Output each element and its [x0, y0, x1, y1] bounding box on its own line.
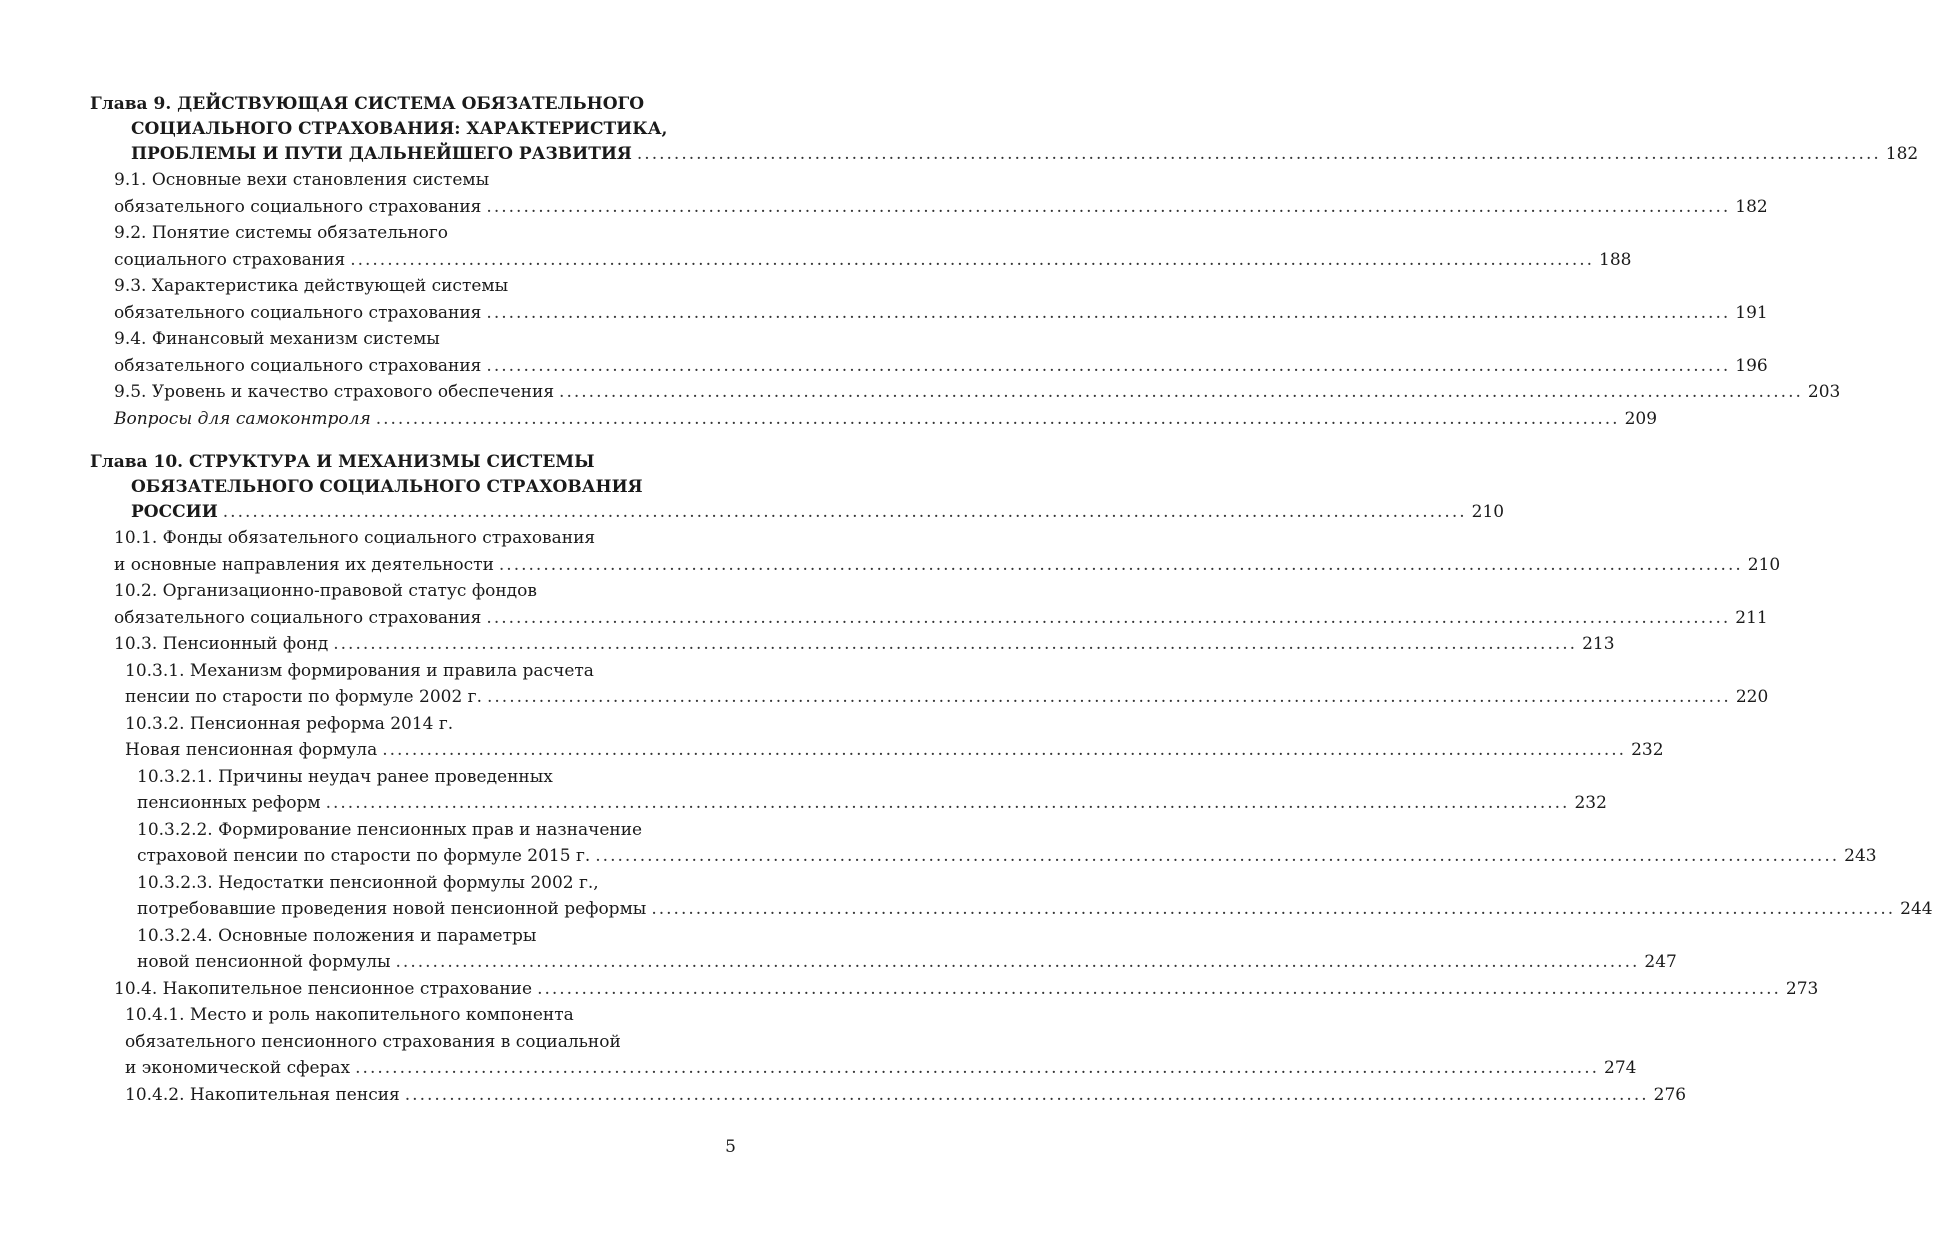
page-ref: 276: [1653, 1084, 1687, 1105]
chapter-10-title-line-2: ОБЯЗАТЕЛЬНОГО СОЦИАЛЬНОГО СТРАХОВАНИЯ: [131, 477, 643, 497]
toc-entry-10-3-2-1[interactable]: 10.3.2.1. Причины неудач ранее проведенных пенсионных реформ ..... 232: [90, 764, 737, 817]
chapter-10-heading[interactable]: [90, 450, 1505, 525]
toc-entry-9-5[interactable]: 9.5. Уровень и качество страхового обеспечения ..... 203: [90, 379, 737, 406]
page-ref: 220: [1735, 687, 1769, 707]
page-ref: 188: [1599, 249, 1632, 270]
toc-entry-9-2[interactable]: 9.2. Понятие системы обязательного социального страхования ..... 188: [90, 220, 737, 273]
chapter-9-title-line-3: ПРОБЛЕМЫ И ПУТИ ДАЛЬНЕЙШЕГО РАЗВИТИЯ..... 182: [90, 142, 737, 167]
page-ref: 232: [1574, 793, 1607, 813]
toc-entry-9-1[interactable]: 9.1. Основные вехи становления системы обязательного социального страхования ..... 182: [90, 167, 737, 220]
page-ref: 182: [1735, 196, 1768, 217]
toc-entry-10-4[interactable]: 10.4. Накопительное пенсионное страхование ..... 273: [90, 976, 737, 1003]
page-ref: 243: [1844, 846, 1877, 866]
page-ref: 191: [1735, 302, 1768, 323]
chapter-10-title-line-1: Глава 10. СТРУКТУРА И МЕХАНИЗМЫ СИСТЕМЫ: [90, 452, 595, 472]
page-ref: 211: [1735, 607, 1768, 628]
toc-entry-self-check-questions[interactable]: Вопросы для самоконтроля ..... 209: [90, 406, 737, 433]
chapter-10-title-line-3: РОССИИ..... 210: [90, 500, 737, 525]
page-ref: 182: [1885, 144, 1919, 164]
page-ref: 210: [1471, 502, 1505, 522]
page-ref: 232: [1631, 740, 1664, 760]
toc-entry-10-3-2-3[interactable]: 10.3.2.3. Недостатки пенсионной формулы 2002 г., потребовавшие проведения новой пенсионной реформы ..... 244: [90, 870, 737, 923]
page-ref: 196: [1735, 355, 1768, 376]
chapter-9-title-line-1: Глава 9. ДЕЙСТВУЮЩАЯ СИСТЕМА ОБЯЗАТЕЛЬНОГО: [90, 94, 645, 114]
page-ref: 213: [1582, 634, 1615, 654]
toc-entry-9-4[interactable]: 9.4. Финансовый механизм системы обязательного социального страхования ..... 196: [90, 326, 737, 379]
page-ref: 274: [1604, 1058, 1637, 1078]
page-number: 5: [725, 1137, 736, 1157]
toc-entry-10-3-2-4[interactable]: 10.3.2.4. Основные положения и параметры новой пенсионной формулы ..... 247: [90, 923, 737, 976]
table-of-contents: [90, 92, 1933, 1108]
page-ref: 203: [1807, 382, 1841, 402]
page-ref: 247: [1644, 952, 1677, 972]
page-ref: 210: [1747, 554, 1781, 575]
toc-entry-10-4-2[interactable]: 10.4.2. Накопительная пенсия ..... 276: [90, 1082, 737, 1109]
chapter-9-heading[interactable]: [90, 92, 1919, 167]
toc-entry-9-3[interactable]: 9.3. Характеристика действующей системы обязательного социального страхования ..... 191: [90, 273, 737, 326]
toc-entry-10-1[interactable]: 10.1. Фонды обязательного социального страхования и основные направления их деятельности ..... 210: [90, 525, 737, 578]
toc-entry-10-3-1[interactable]: 10.3.1. Механизм формирования и правила расчета пенсии по старости по формуле 2002 г. ..... 220: [90, 658, 737, 711]
page-ref: 244: [1900, 899, 1933, 919]
chapter-9-title-line-2: СОЦИАЛЬНОГО СТРАХОВАНИЯ: ХАРАКТЕРИСТИКА,: [131, 119, 668, 139]
toc-entry-10-3-2-2[interactable]: 10.3.2.2. Формирование пенсионных прав и назначение страховой пенсии по старости по формуле 2015 г. ..... 243: [90, 817, 737, 870]
toc-entry-10-3-2[interactable]: 10.3.2. Пенсионная реформа 2014 г. Новая пенсионная формула ..... 232: [90, 711, 737, 764]
toc-entry-10-2[interactable]: 10.2. Организационно-правовой статус фондов обязательного социального страхования ..... 211: [90, 578, 737, 631]
page-ref: 273: [1785, 978, 1819, 999]
toc-entry-10-3[interactable]: 10.3. Пенсионный фонд ..... 213: [90, 631, 737, 658]
toc-entry-10-4-1[interactable]: 10.4.1. Место и роль накопительного компонента обязательного пенсионного страхования в социальной и экономической сферах ..... 274: [90, 1002, 737, 1082]
page-ref: 209: [1624, 408, 1658, 429]
